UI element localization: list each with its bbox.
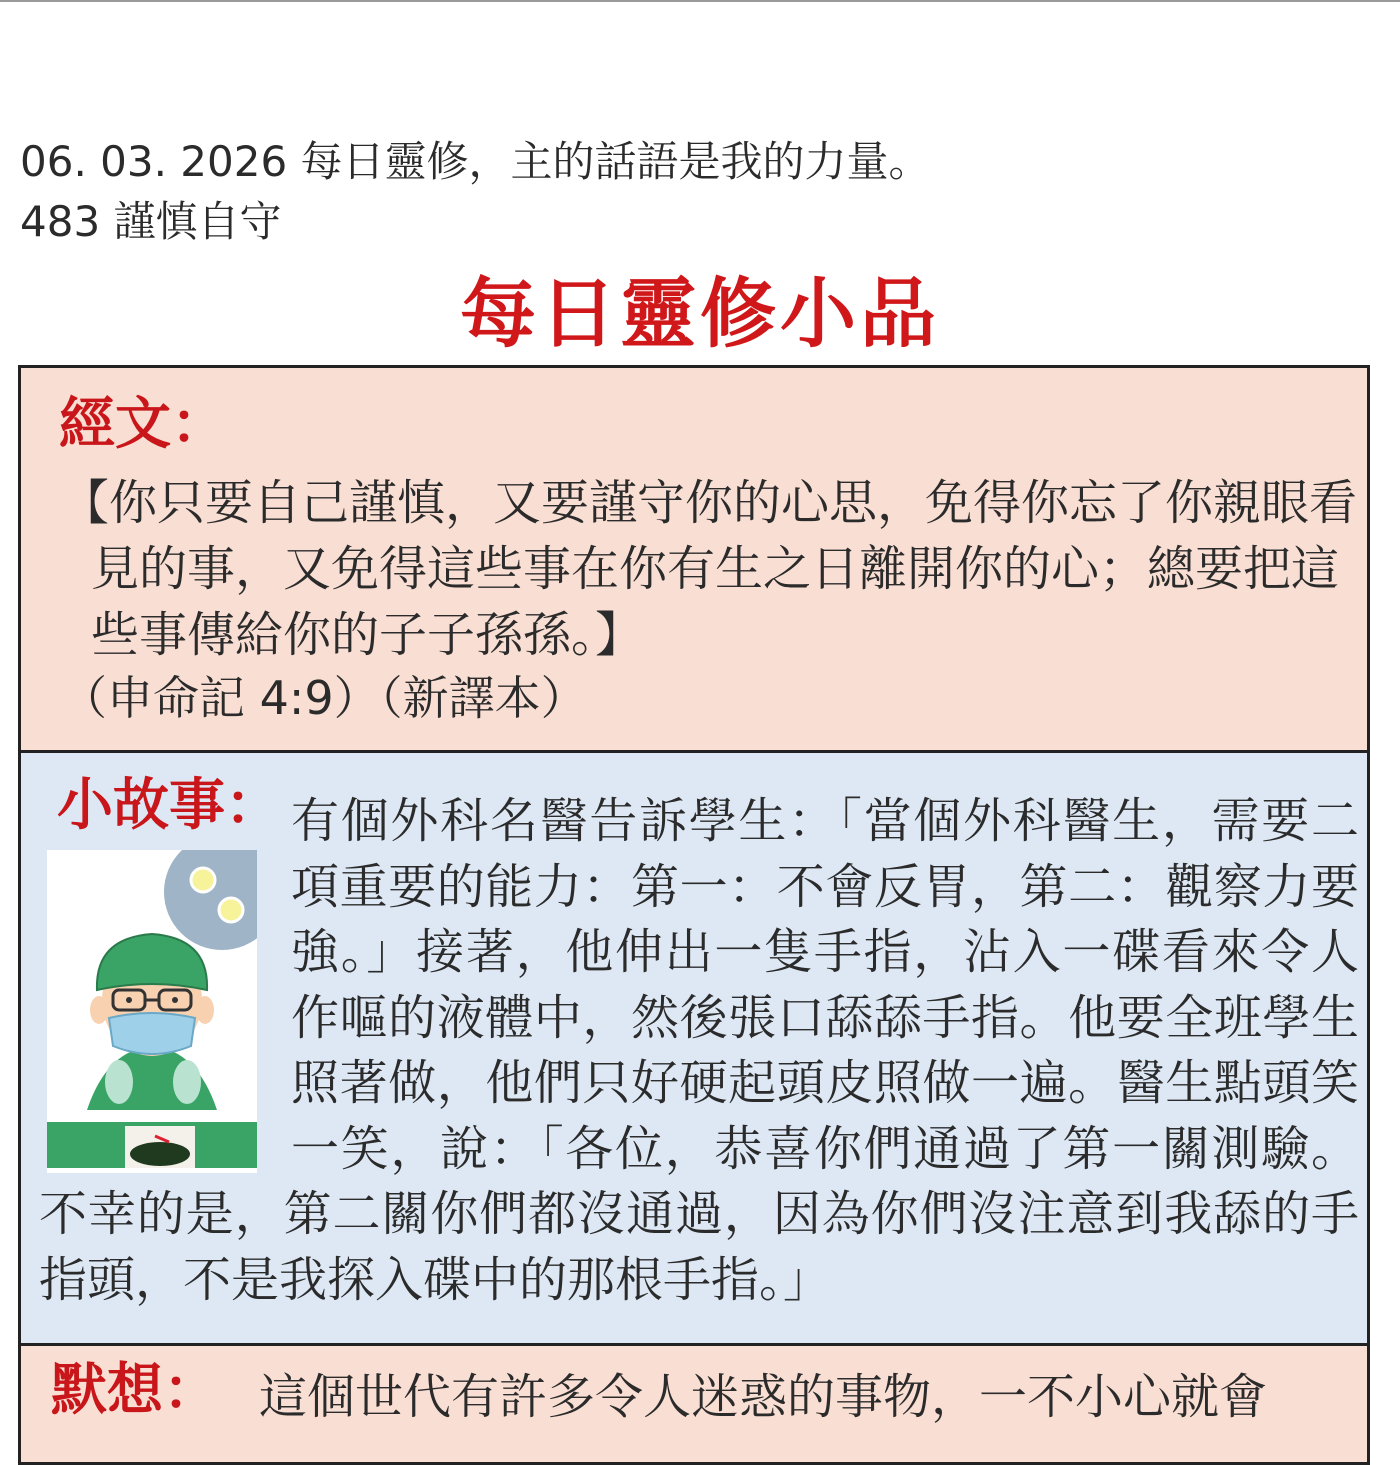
reflection-text: 這個世代有許多令人迷惑的事物，一不小心就會 xyxy=(259,1369,1268,1425)
reflection-section xyxy=(21,1346,1367,1465)
story-text: 有個外科名醫告訴學生：「當個外科醫生，需要二項重要的能力：第一：不會反胃，第二：觀察力要強。」接著，他伸出一隻手指，沾入一碟看來令人作嘔的液體中，然後張口舔舔手指。他要全班學生照著做，他們只好硬起頭皮照做一遍。醫生點頭笑一笑，說：「各位，恭喜你們通過了第一關測驗。不幸的是，第二關你們都沒通過，因為你們沒注意到我舔的手指頭，不是我探入碟中的那根手指。」 xyxy=(39,793,1359,1308)
surgeon-illustration-icon xyxy=(47,850,257,1173)
scripture-verse: 【你只要自己謹慎，又要謹守你的心思，免得你忘了你親眼看見的事，又免得這些事在你有生之日離開你的心；總要把這些事傳給你的子子孫孫。】 xyxy=(61,475,1358,663)
reflection-label: 默想： xyxy=(51,1358,219,1423)
scripture-label: 經文： xyxy=(59,392,227,457)
story-label: 小故事： xyxy=(57,773,281,838)
scripture-section xyxy=(21,368,1367,753)
devotion-card xyxy=(18,365,1370,1465)
scripture-reference: （申命記 4:9）（新譯本） xyxy=(61,671,587,725)
top-divider xyxy=(0,0,1400,2)
devotion-number-title: 483 謹慎自守 xyxy=(20,197,282,246)
page-title: 每日靈修小品 xyxy=(460,269,940,358)
story-section xyxy=(21,753,1367,1346)
date-header: 06. 03. 2026 每日靈修，主的話語是我的力量。 xyxy=(20,137,931,186)
